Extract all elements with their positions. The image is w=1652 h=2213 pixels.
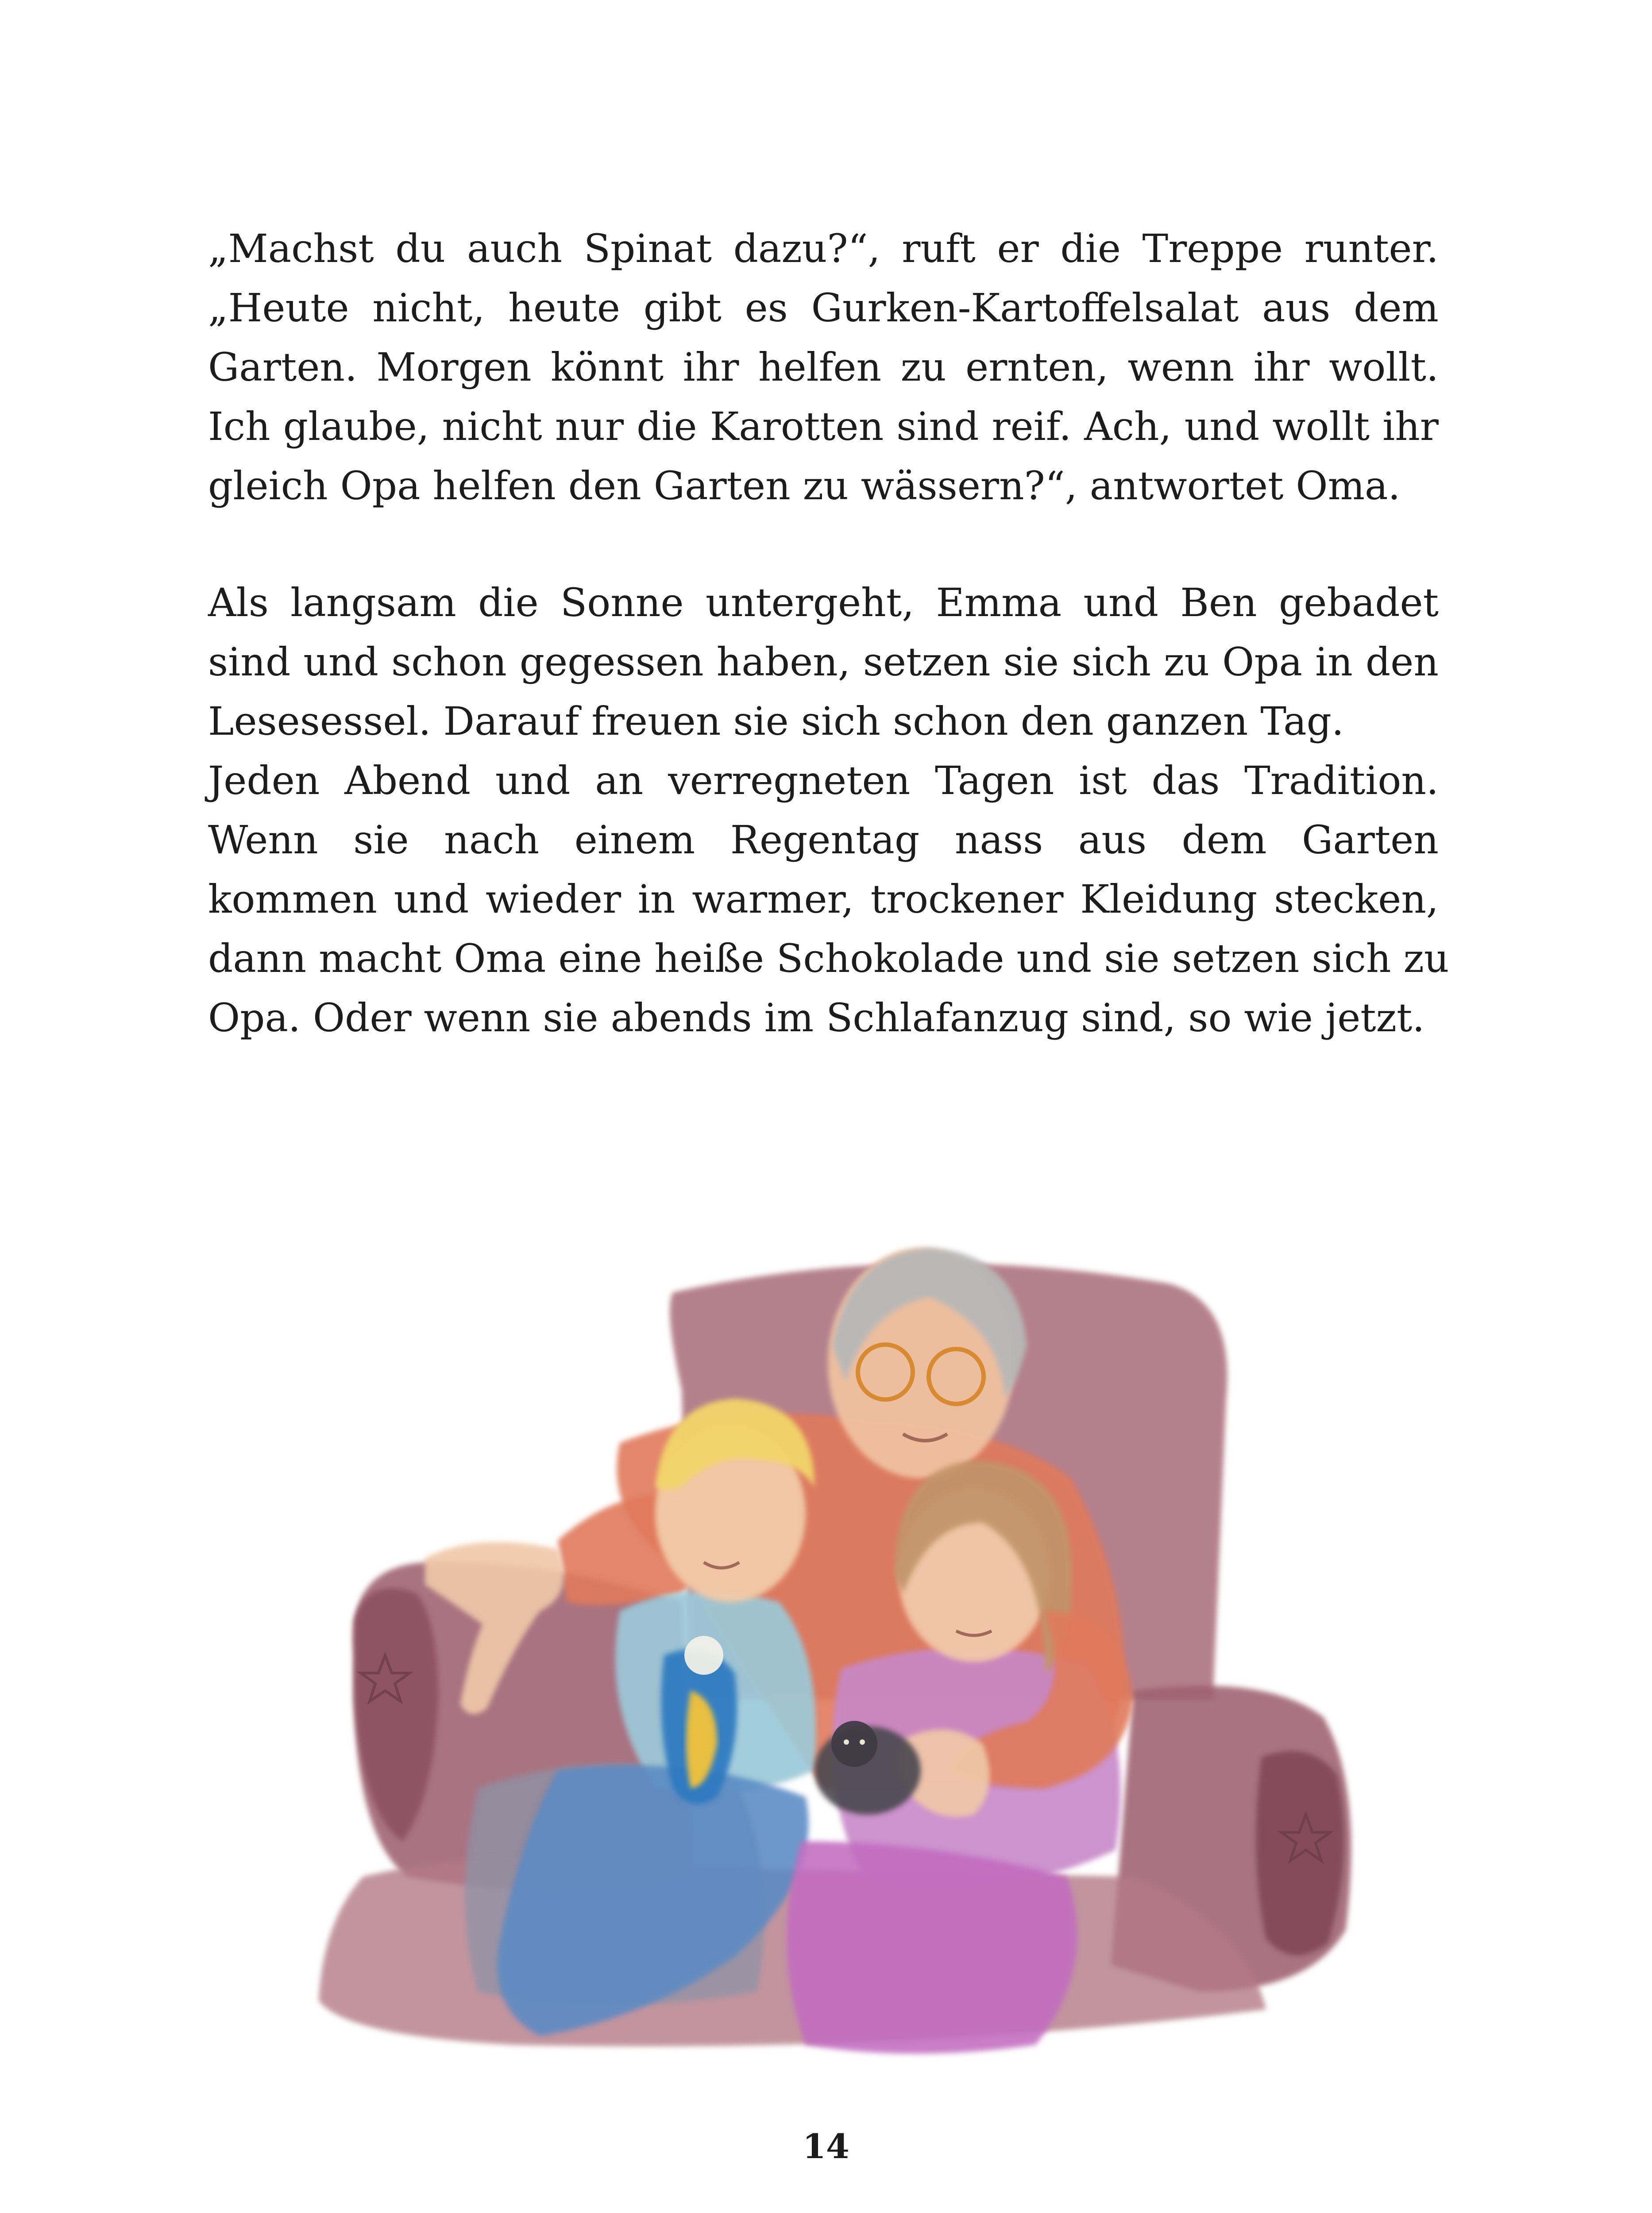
- paragraph-line: Wenn sie nach einem Regentag nass aus dem Garten: [208, 817, 1439, 863]
- parrot-head: [684, 1636, 723, 1675]
- paragraph-line: Jeden Abend und an verregneten Tagen ist das Tradition.: [208, 758, 1439, 803]
- paragraph-line: Opa. Oder wenn sie abends im Schlafanzug sind, so wie jetzt.: [208, 995, 1425, 1041]
- kitten-head: [831, 1721, 877, 1767]
- girl-legs: [787, 1841, 1077, 2054]
- kitten-eye-left: [844, 1739, 849, 1745]
- paragraph-line: Als langsam die Sonne untergeht, Emma und Ben gebadet: [208, 580, 1439, 625]
- paragraph-line: „Heute nicht, heute gibt es Gurken-Kartoffelsalat aus dem: [208, 285, 1439, 331]
- page-number: 14: [803, 2127, 849, 2166]
- paragraph-line: Ich glaube, nicht nur die Karotten sind reif. Ach, und wollt ihr: [208, 404, 1439, 449]
- paragraph-line: dann macht Oma eine heiße Schokolade und sie setzen sich zu: [208, 936, 1449, 981]
- paragraph-line: kommen und wieder in warmer, trockener Kleidung stecken,: [208, 876, 1439, 922]
- paragraph-1: [208, 219, 1439, 516]
- paragraph-2: [208, 573, 1449, 1048]
- paragraph-line: gleich Opa helfen den Garten zu wässern?“, antwortet Oma.: [208, 463, 1401, 509]
- paragraph-line: Lesesessel. Darauf freuen sie sich schon den ganzen Tag.: [208, 698, 1344, 744]
- watercolor-illustration: [292, 1213, 1390, 2080]
- paragraph-line: sind und schon gegessen haben, setzen sie sich zu Opa in den: [208, 639, 1439, 685]
- kitten-eye-right: [860, 1739, 865, 1745]
- paragraph-line: Garten. Morgen könnt ihr helfen zu ernten, wenn ihr wollt.: [208, 344, 1439, 390]
- paragraph-line: „Machst du auch Spinat dazu?“, ruft er die Treppe runter.: [208, 226, 1439, 271]
